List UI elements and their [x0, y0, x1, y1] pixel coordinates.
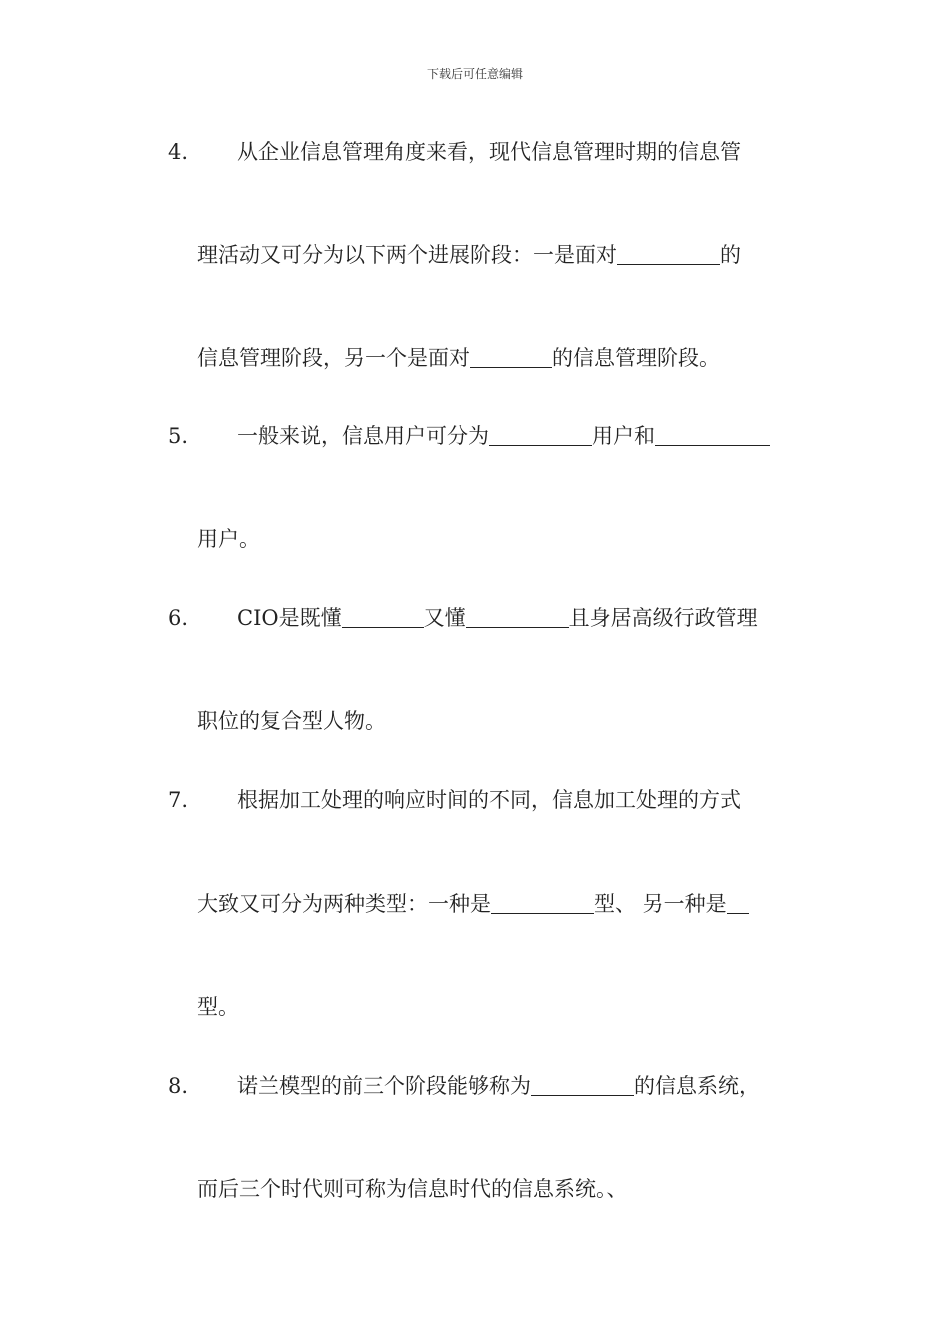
question-text: 且身居高级行政管理	[568, 606, 758, 630]
question-number: 5.	[168, 424, 189, 448]
answer-blank	[466, 605, 569, 628]
question-text: 而后三个时代则可称为信息时代的信息系统。、	[197, 1177, 628, 1201]
answer-blank	[342, 605, 424, 628]
question-text: 根据加工处理的响应时间的不同，信息加工处理的方式	[237, 788, 741, 812]
question-text: 的信息管理阶段。	[552, 346, 720, 370]
question-number: 4.	[168, 140, 189, 164]
question-number: 6.	[168, 606, 189, 630]
answer-blank	[617, 242, 720, 265]
question-text: 信息管理阶段，另一个是面对	[197, 346, 470, 370]
question-text: 的信息系统，	[634, 1074, 760, 1098]
question-text: 从企业信息管理角度来看，现代信息管理时期的信息管	[237, 140, 741, 164]
answer-blank	[531, 1073, 634, 1096]
question-text: 一般来说，信息用户可分为	[237, 424, 489, 448]
question-text: 诺兰模型的前三个阶段能够称为	[237, 1074, 531, 1098]
answer-blank	[491, 891, 594, 914]
answer-blank	[470, 345, 552, 368]
question-text: 大致又可分为两种类型：一种是	[197, 892, 491, 916]
question-number: 8.	[168, 1074, 189, 1098]
question-text: 用户。	[197, 527, 260, 551]
answer-blank	[655, 423, 770, 446]
question-text: 型。	[197, 995, 239, 1019]
question-text: 职位的复合型人物。	[197, 709, 386, 733]
question-text: 又懂	[423, 606, 466, 630]
question-text: 用户和	[592, 424, 655, 448]
answer-blank	[727, 891, 749, 914]
answer-blank	[489, 423, 592, 446]
question-number: 7.	[168, 788, 189, 812]
question-text: CIO是既懂	[237, 606, 342, 630]
question-text: 型、 另一种是	[594, 892, 727, 916]
page-header: 下载后可任意编辑	[426, 67, 523, 81]
question-text: 理活动又可分为以下两个进展阶段：一是面对	[197, 243, 617, 267]
question-text: 的	[720, 243, 741, 267]
